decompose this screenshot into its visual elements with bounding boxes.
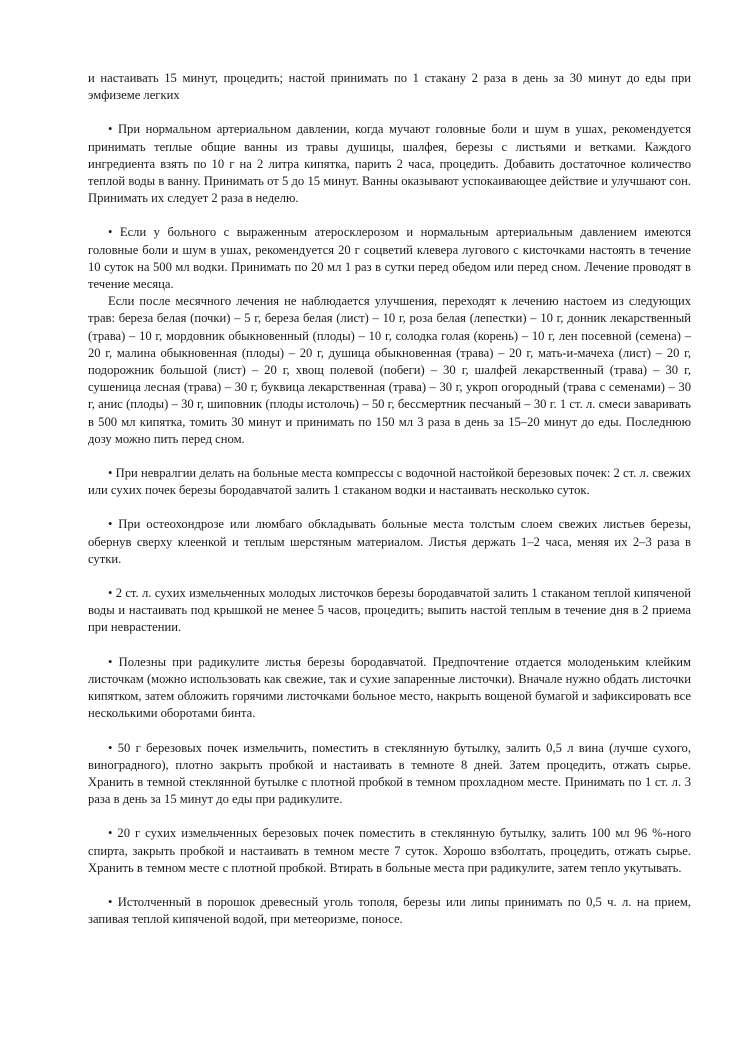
paragraph-neuralgia: • При невралгии делать на больные места компрессы с водочной настойкой березовых почек: 2 ст. л. свежих или сухих почек березы бородавчатой залить 1 стаканом водки и настаивать несколько суток.	[88, 466, 691, 498]
paragraph-emphysema-end: и настаивать 15 минут, процедить; настой принимать по 1 стакану 2 раза в день за 30 минут до еды при эмфиземе легких	[88, 71, 691, 103]
paragraph-baths: • При нормальном артериальном давлении, когда мучают головные боли и шум в ушах, рекомендуется принимать теплые общие ванны из травы душицы, шалфея, березы с листьями и ветками. Каждого ингредиента взять по 10 г на 2 литра кипятка, парить 2 часа, процедить. Добавить достаточное количество теплой воды в ванну. Принимать от 5 до 15 минут. Ванны оказывают успокаивающее действие и улучшают сон. Принимать их следует 2 раза в неделю.	[88, 122, 691, 206]
paragraph-neurasthenia: • 2 ст. л. сухих измельченных молодых листочков березы бородавчатой залить 1 стаканом теплой кипяченой воды и настаивать под крышкой не менее 5 часов, процедить; выпить настой теплым в течение дня в 2 приема при неврастении.	[88, 586, 691, 635]
document-page	[88, 70, 691, 928]
paragraph-radiculitis-leaves: • Полезны при радикулите листья березы бородавчатой. Предпочтение отдается молоденьким клейким листочкам (можно использовать как свежие, так и сухие запаренные листочки). Вначале нужно обдать листочки кипятком, затем обложить горячими листочками больное место, накрыть вощеной бумагой и зафиксировать все несколькими оборотами бинта.	[88, 654, 691, 721]
paragraph-alcohol-tincture: • 20 г сухих измельченных березовых почек поместить в стеклянную бутылку, залить 100 мл 96 %-ного спирта, закрыть пробкой и настаивать в темном месте 7 суток. Хорошо взболтать, процедить, отжать сырье. Хранить в темном месте с плотной пробкой. Втирать в больные места при радикулите, затем тепло укутывать.	[88, 826, 691, 875]
paragraph-charcoal: • Истолченный в порошок древесный уголь тополя, березы или липы принимать по 0,5 ч. л. на прием, запивая теплой кипяченой водой, при метеоризме, поносе.	[88, 894, 691, 927]
paragraph-osteochondrosis: • При остеохондрозе или люмбаго обкладывать больные места толстым слоем свежих листьев березы, обернув сверху клеенкой и теплым шерстяным материалом. Листья держать 1–2 часа, меняя их 2–3 раза в сутки.	[88, 517, 691, 566]
paragraph-wine-tincture: • 50 г березовых почек измельчить, поместить в стеклянную бутылку, залить 0,5 л вина (лучше сухого, виноградного), плотно закрыть пробкой и настаивать в темноте 8 дней. Затем процедить, отжать сырье. Хранить в темной стеклянной бутылке с плотной пробкой в темном прохладном месте. Принимать по 1 ст. л. 3 раза в день за 15 минут до еды при радикулите.	[88, 740, 691, 807]
paragraph-clover: • Если у больного с выраженным атеросклерозом и нормальным артериальным давлением имеются головные боли и шум в ушах, рекомендуется 20 г соцветий клевера лугового с кисточками настоять в течение 10 суток на 500 мл водки. Принимать по 20 мл 1 раз в сутки перед обедом или перед сном. Лечение проводят в течение месяца.	[88, 225, 691, 292]
paragraph-herbal-collection: Если после месячного лечения не наблюдается улучшения, переходят к лечению настоем из следующих трав: береза белая (почки) – 5 г, береза белая (лист) – 10 г, роза белая (лепестки) – 10 г, донник лекарственный (трава) – 10 г, мордовник обыкновенный (плоды) – 10 г, солодка голая (корень) – 10 г, лен посевной (семена) – 20 г, малина обыкновенная (плоды) – 20 г, душица обыкновенная (трава) – 20 г, мать-и-мачеха (лист) – 20 г, подорожник большой (лист) – 20 г, хвощ полевой (побеги) – 30 г, шалфей лекарственный (трава) – 30 г, сушеница лесная (трава) – 30 г, буквица лекарственная (трава) – 30 г, укроп огородный (трава с семенами) – 30 г, анис (плоды) – 30 г, шиповник (плоды истолочь) – 50 г, бессмертник песчаный – 30 г. 1 ст. л. смеси заваривать в 500 мл кипятка, томить 30 минут и принимать по 150 мл 3 раза в день за 15–20 минут до еды. Последнюю дозу можно пить перед сном.	[88, 294, 691, 446]
